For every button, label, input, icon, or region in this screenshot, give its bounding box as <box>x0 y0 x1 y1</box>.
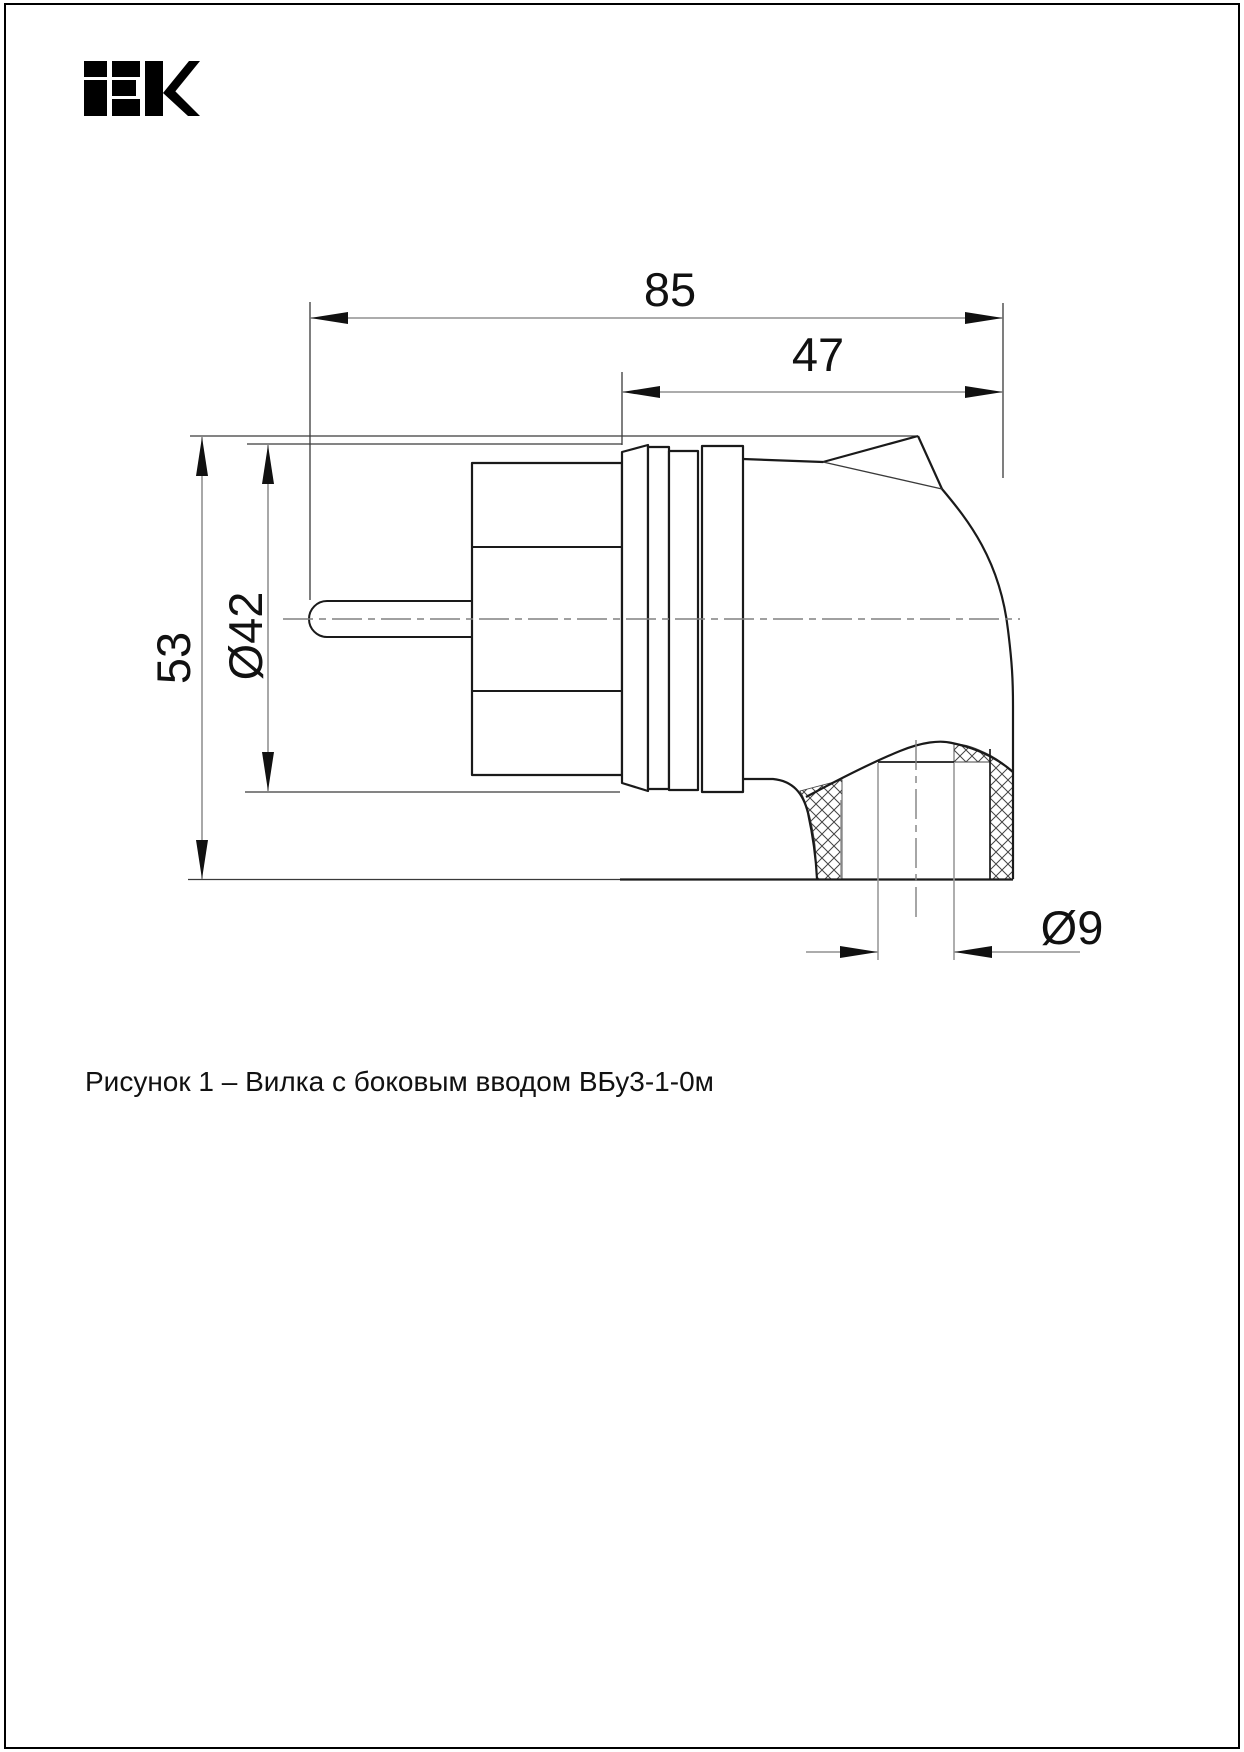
dim-body-length-label: 47 <box>791 328 845 381</box>
seam-lines <box>823 462 942 489</box>
dim-face-diameter-label: Ø42 <box>219 591 272 681</box>
dim-total-length-label: 85 <box>643 263 697 316</box>
collar-ring-2 <box>648 447 669 789</box>
collar-ring-1 <box>622 445 648 791</box>
collar-ring-3 <box>669 451 698 790</box>
hatched-seal-regions <box>800 744 1013 879</box>
figure-caption: Рисунок 1 – Вилка с боковым вводом ВБу3-1-0м <box>85 1066 714 1097</box>
dim-cable-hole-diameter-label: Ø9 <box>1040 901 1104 954</box>
dim-total-height-label: 53 <box>147 631 200 685</box>
